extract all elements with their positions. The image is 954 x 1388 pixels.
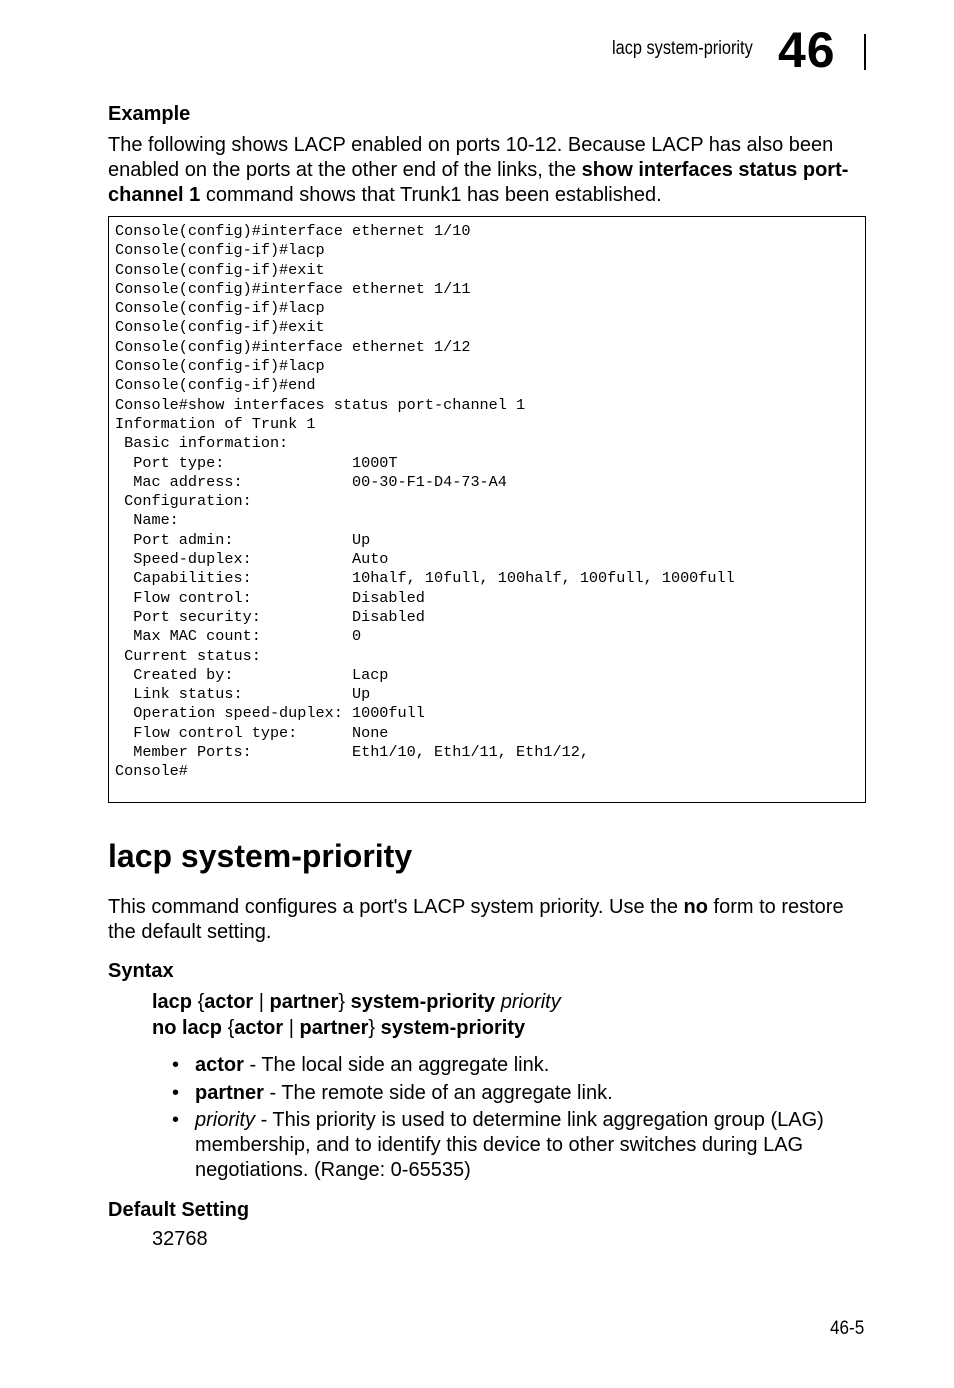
syntax-system-priority: system-priority <box>350 991 496 1013</box>
default-setting-value: 32768 <box>152 1228 208 1250</box>
example-paragraph <box>108 133 868 208</box>
default-setting-heading: Default Setting <box>108 1199 250 1221</box>
running-header-title: lacp system-priority <box>612 38 753 59</box>
syntax-brace-open-2: { <box>222 1017 235 1039</box>
syntax-line-1 <box>152 990 561 1015</box>
page-number: 46-5 <box>830 1318 865 1339</box>
syntax-actor: actor <box>204 991 254 1013</box>
desc-text-2: form to restore the default setting. <box>108 896 844 943</box>
syntax-no-lacp: no lacp <box>152 1017 223 1039</box>
syntax-system-priority-2: system-priority <box>380 1017 526 1039</box>
bullet-desc: - This priority is used to determine link aggregation group (LAG) membership, and to identify this device to other switches during LAG negotiations. (Range: 0-65535) <box>195 1109 824 1181</box>
syntax-param-priority: priority <box>500 991 561 1013</box>
desc-text-1: This command configures a port's LACP system priority. Use the <box>108 896 684 918</box>
chapter-number: 46 <box>778 22 836 78</box>
syntax-pipe-2: | <box>283 1017 300 1039</box>
bullet-term: actor <box>195 1054 244 1076</box>
example-text-2: command shows that Trunk1 has been established. <box>200 184 662 206</box>
bullet-term: priority <box>195 1109 256 1131</box>
syntax-brace-close: } <box>338 991 351 1013</box>
list-item <box>195 1108 865 1183</box>
syntax-line-2 <box>152 1016 525 1041</box>
bullet-marker: • <box>172 1082 180 1104</box>
list-item <box>195 1053 865 1078</box>
section-title: lacp system-priority <box>108 838 413 874</box>
example-text-1: The following shows LACP enabled on ports 10-12. Because LACP has also been enabled on the ports at the other end of the links, the <box>108 134 834 181</box>
syntax-brace-close-2: } <box>368 1017 381 1039</box>
syntax-heading: Syntax <box>108 960 174 982</box>
bullet-marker: • <box>172 1054 180 1076</box>
example-command-bold: show interfaces status port-channel 1 <box>108 159 849 206</box>
list-item <box>195 1081 865 1106</box>
section-description <box>108 895 868 945</box>
syntax-partner-2: partner <box>299 1017 369 1039</box>
bullet-desc: - The remote side of an aggregate link. <box>263 1082 613 1104</box>
console-output: Console(config)#interface ethernet 1/10 Console(config-if)#lacp Console(config-if)#exit Console(config)#interface ethernet 1/11 Console(config-if)#lacp Console(config-if)#exit Console(config)#interface ethernet 1/12 Console(config-if)#lacp Console(config-if)#end Console#show interfaces status port-channel 1 Information of Trunk 1 Basic information: Port type: 1000T Mac address: 00-30-F1-D4-73-A4 Configuration: Name: Port admin: Up Speed-duplex: Auto Capabilities: 10half, 10full, 100half, 100full, 1000full Flow control: Disabled Port security: Disabled Max MAC count: 0 Current status: Created by: Lacp Link status: Up Operation speed-duplex: 1000full Flow control type: None Member Ports: Eth1/10, Eth1/11, Eth1/12, Console# <box>115 222 735 781</box>
syntax-pipe: | <box>253 991 270 1013</box>
example-heading: Example <box>108 103 191 125</box>
syntax-actor-2: actor <box>234 1017 284 1039</box>
bullet-term: partner <box>195 1082 264 1104</box>
bullet-marker: • <box>172 1109 180 1131</box>
syntax-brace-open: { <box>192 991 205 1013</box>
chapter-divider <box>864 34 866 70</box>
syntax-partner: partner <box>269 991 339 1013</box>
syntax-lacp: lacp <box>152 991 193 1013</box>
code-example-box <box>108 216 866 803</box>
desc-no-bold: no <box>683 896 708 918</box>
bullet-desc: - The local side an aggregate link. <box>243 1054 550 1076</box>
